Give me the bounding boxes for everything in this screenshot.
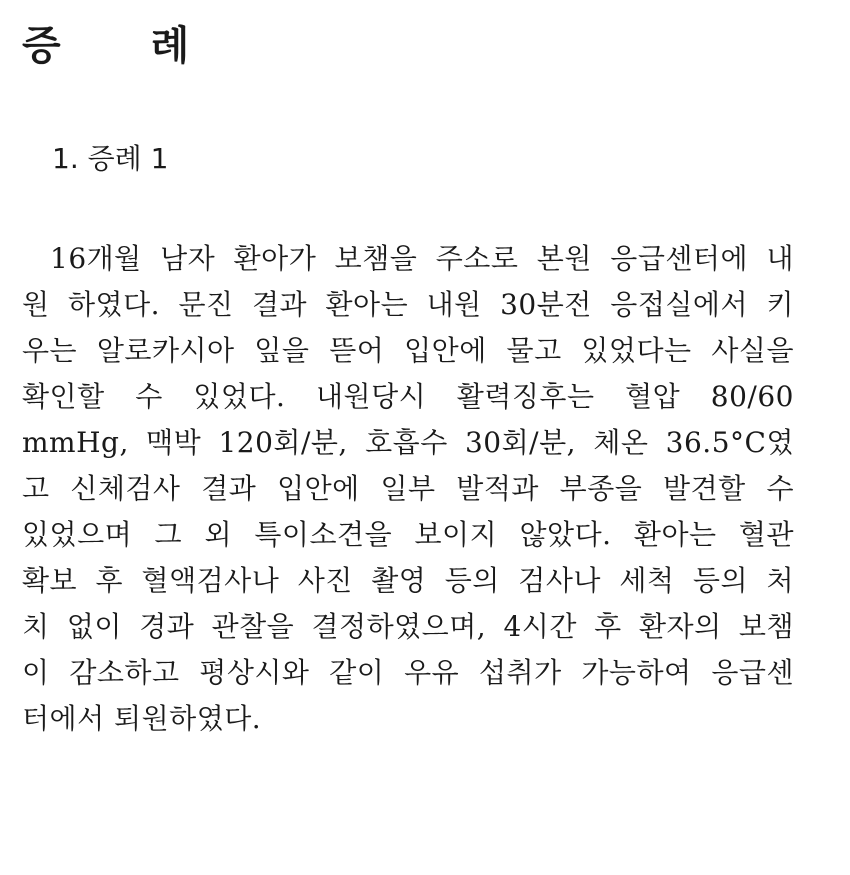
section-title: 증 례	[22, 23, 228, 69]
case-paragraph	[22, 236, 794, 742]
case-heading: 1. 증례 1	[52, 142, 169, 175]
paragraph-line: mmHg, 맥박 120회/분, 호흡수 30회/분, 체온 36.5°C였	[22, 426, 794, 459]
paragraph-line: 우는 알로카시아 잎을 뜯어 입안에 물고 있었다는 사실을	[22, 334, 794, 367]
paragraph-line: 이 감소하고 평상시와 같이 우유 섭취가 가능하여 응급센	[22, 656, 794, 689]
paragraph-line: 16개월 남자 환아가 보챔을 주소로 본원 응급센터에 내	[50, 242, 794, 275]
paragraph-line: 있었으며 그 외 특이소견을 보이지 않았다. 환아는 혈관	[22, 518, 794, 551]
paragraph-line: 확인할 수 있었다. 내원당시 활력징후는 혈압 80/60	[22, 380, 794, 413]
paragraph-line: 확보 후 혈액검사나 사진 촬영 등의 검사나 세척 등의 처	[22, 564, 794, 597]
paragraph-line: 치 없이 경과 관찰을 결정하였으며, 4시간 후 환자의 보챔	[22, 610, 794, 643]
paragraph-line: 원 하였다. 문진 결과 환아는 내원 30분전 응접실에서 키	[22, 288, 794, 321]
paragraph-line: 터에서 퇴원하였다.	[22, 702, 262, 735]
paragraph-line: 고 신체검사 결과 입안에 일부 발적과 부종을 발견할 수	[22, 472, 794, 505]
